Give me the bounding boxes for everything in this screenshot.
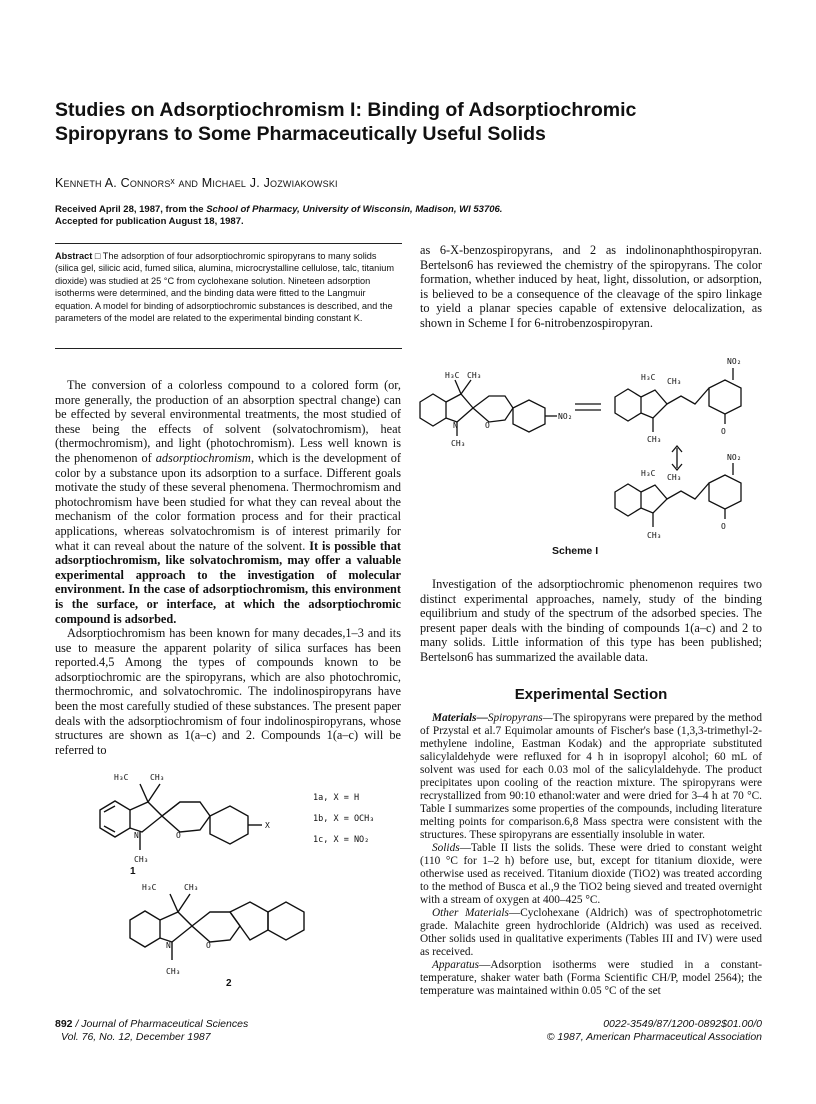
variant-1a: 1a, X = H: [313, 793, 360, 803]
right-paragraph-1: as 6-X-benzospiropyrans, and 2 as indolinonaphthospiropyran. Bertelson6 has reviewed the chemistry of the spiropyrans. The color formation, whether induced by heat, light, dissolution, or adsorption, is believed to be a consequence of the cleavage of the spiro linkage to yield a planar species capable of extensive delocalization, as shown in Scheme I for 6-nitrobenzospiropyran.: [420, 243, 762, 330]
compound-1-variants: [313, 788, 374, 851]
authors: Kenneth A. Connorsˣ and Michael J. Jozwiakowski: [55, 176, 338, 190]
scheme-open-nch3: CH₃: [647, 435, 662, 444]
variant-1c: 1c, X = NO₂: [313, 835, 370, 845]
variant-1b: 1b, X = OCH₃: [313, 814, 375, 824]
footer-left: [55, 1018, 248, 1043]
journal-name: / Journal of Pharmaceutical Sciences: [72, 1018, 249, 1030]
structure-1-diagram: [80, 770, 320, 870]
scheme-open-o: O: [721, 427, 726, 436]
n-methyl-label: CH₃: [134, 855, 149, 864]
left-column: [55, 378, 401, 757]
scheme-n: N: [453, 421, 458, 430]
received-note: [55, 204, 775, 227]
compound-1-number: 1: [130, 866, 136, 877]
article-code: 0022-3549/87/1200-0892$01.00/0: [603, 1018, 762, 1030]
solids-paragraph: Solids—Table II lists the solids. These were dried to constant weight (110 °C for 1–2 h) before use, but, except for titanium dioxide, were otherwise used as received. Titanium dioxide (TiO2) was treated according to the method of Busca et al.,9 the TiO2 being sieved and treated overnight with a stream of oxygen at 400–425 °C.: [420, 842, 762, 906]
accepted-note: Accepted for publication August 18, 1987.: [55, 215, 244, 227]
scheme-nch3: CH₃: [451, 439, 466, 448]
scheme-open2-no2: NO₂: [727, 453, 742, 462]
scheme-open-no2: NO₂: [727, 357, 742, 366]
o-label-2: O: [206, 941, 211, 950]
scheme-open2-h3c: H₃C: [641, 469, 656, 478]
scheme-open-h3c: H₃C: [641, 373, 656, 382]
structure-2-diagram: [120, 880, 320, 990]
scheme-open2-o: O: [721, 522, 726, 531]
intro-paragraph-2: Adsorptiochromism has been known for many decades,1–3 and its use to measure the apparent polarity of silica surfaces has been reported.4,5 Among the types of compounds known to be adsorptiochromic are the spiropyrans, which are also photochromic, thermochromic, and solvatochromic. The indolinospiropyrans have been the most carefully studied of these substances. The present paper deals with the adsorptiochromism of four indolinospiropyrans, whose structures are shown as 1(a–c) and 2. Compounds 1(a–c) will be referred to: [55, 626, 401, 757]
scheme-open2-nch3: CH₃: [647, 531, 662, 540]
experimental-section: [420, 712, 762, 998]
abstract-box-icon: □: [94, 251, 101, 261]
abstract: [55, 243, 402, 324]
right-column-top: [420, 243, 762, 331]
n-label-2: N: [166, 941, 171, 950]
apparatus-paragraph: Apparatus—Adsorption isotherms were studied in a constant-temperature, shaker water bath (Forma Scientific CH/P, model 2564); the temperature was maintained within 0.05 °C of the set: [420, 959, 762, 997]
intro-paragraph-1: The conversion of a colorless compound to a colored form (or, more generally, the production of an absorption spectral change) can be effected by several environmental treatments, the most studied of these being the effects of solvent (solvatochromism), heat (thermochromism), and light (photochromism). Less well known is the phenomenon of adsorptiochromism, which is the development of color by a substance upon its adsorption to a surface. Different goals motivate the study of these several phenomena. Thermochromism and photochromism have been studied for what they can reveal about the mechanism of the color formation process and for their practical applications, whereas solvatochromism is of interest primarily for what it can reveal about the nature of the solvent. It is possible that adsorptiochromism, like solvatochromism, may offer a valuable experimental approach to the investigation of molecular environment. In the case of adsorptiochromism, this environment is the surface, or interface, at which the adsorptiochromic compound is adsorbed.: [55, 378, 401, 626]
compound-2-number: 2: [226, 978, 232, 989]
affiliation: School of Pharmacy, University of Wisconsin, Madison, WI 53706.: [206, 204, 503, 215]
abstract-text: The adsorption of four adsorptiochromic spiropyrans to many solids (silica gel, silicic acid, fumed silica, alumina, microcrystalline cellulose, talc, titanium dioxide) was studied at 25 °C from cyclohexane solution. Nineteen adsorption isotherms were determined, and the binding data were fitted to the Langmuir equation. A model for binding of adsorptiochromic substances is described, and the parameters of the model are related to the experimental binding constant K.: [55, 251, 395, 324]
ch3-label-2: CH₃: [184, 883, 199, 892]
scheme-o: O: [485, 421, 490, 430]
abstract-bottom-rule: [55, 348, 402, 349]
article-title: Studies on Adsorptiochromism I: Binding of Adsorptiochromic Spiropyrans to Some Pharmaceutically Useful Solids: [55, 99, 637, 145]
footer-right: [420, 1018, 762, 1043]
h3c-label-2: H₃C: [142, 883, 157, 892]
page-number: 892: [55, 1018, 73, 1030]
scheme-no2: NO₂: [558, 412, 573, 421]
o-label: O: [176, 831, 181, 840]
section-heading: Experimental Section: [514, 686, 668, 703]
copyright: © 1987, American Pharmaceutical Association: [546, 1030, 762, 1043]
scheme-ch3: CH₃: [467, 371, 482, 380]
right-paragraph-2: Investigation of the adsorptiochromic phenomenon requires two distinct experimental approaches, namely, study of the binding equilibrium and study of the spectrum of the adsorbed species. The present paper deals with the binding of compounds 1(a–c) and 2 to many solids. Little information of this type has been published; Bertelson6 has summarized the available data.: [420, 577, 762, 664]
abstract-label: Abstract: [55, 251, 93, 261]
n-label: N: [134, 831, 139, 840]
scheme-open2-ch3: CH₃: [667, 473, 682, 482]
ch3-label: CH₃: [150, 773, 165, 782]
journal-volume: Vol. 76, No. 12, December 1987: [61, 1030, 211, 1043]
right-column-middle: [420, 577, 762, 665]
other-materials-paragraph: Other Materials—Cyclohexane (Aldrich) was of spectrophotometric grade. Malachite green hydrochloride (Aldrich) was used as received. Other solids used in qualitative experiments (Tables III and IV) were used as received.: [420, 907, 762, 958]
scheme-h3c: H₃C: [445, 371, 460, 380]
received-prefix: Received April 28, 1987, from the: [55, 204, 207, 215]
pyran-ring: [162, 802, 210, 832]
benzene-ring-right: [210, 806, 248, 844]
scheme-open-ch3: CH₃: [667, 377, 682, 386]
h3c-label: H₃C: [114, 773, 129, 782]
scheme-label: Scheme I: [552, 545, 599, 557]
x-label: X: [265, 821, 270, 830]
n-methyl-label-2: CH₃: [166, 967, 181, 976]
materials-paragraph: Materials—Spiropyrans—The spiropyrans were prepared by the method of Przystal et al.7 Equimolar amounts of Fischer's base (1,3,3-trimethyl-2-methylene indoline, Eastman Kodak) and the appropriate substituted salicylaldehyde were refluxed for 4 h in isopropyl alcohol; 60 mL of solvent was used for each 0.03 mol of the salicylaldehyde. The product precipitates upon cooling of the reaction mixture. The spiropyrans were recrystallized from 90:10 ethanol:water and were dried for 3–4 h at 70 °C. Table I summarizes some properties of the compounds, including literature melting points for comparison.6,8 Mass spectra were consistent with the structures. These spiropyrans are essentially insoluble in water.: [420, 712, 762, 841]
scheme-1-diagram: [415, 352, 765, 542]
